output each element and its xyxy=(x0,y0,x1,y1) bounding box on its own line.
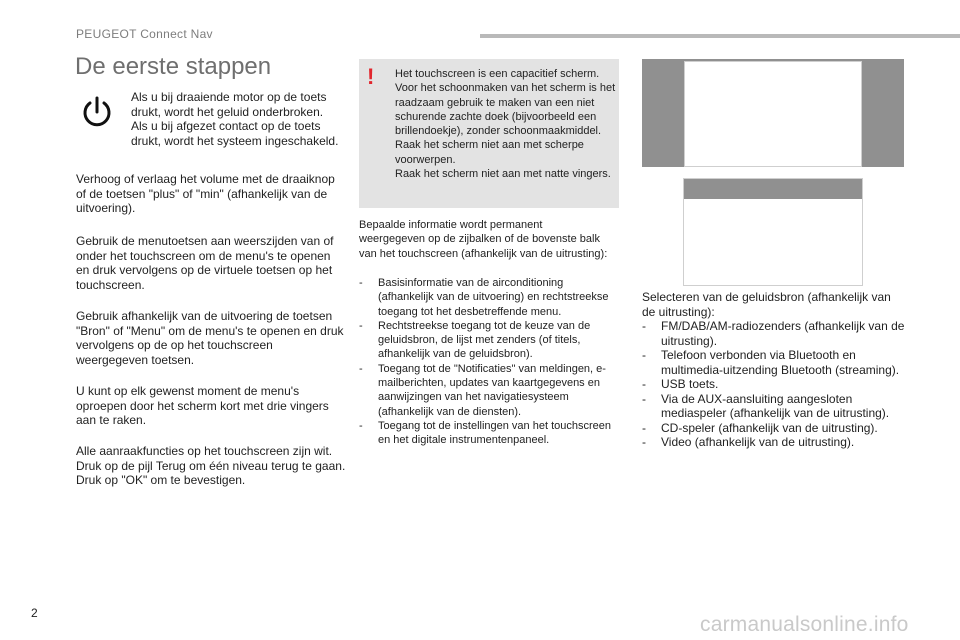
list-item: - Via de AUX-aansluiting aangesloten mediaspeler (afhankelijk van de uitrusting). xyxy=(642,392,907,421)
list-item: - USB toets. xyxy=(642,377,907,392)
paragraph-three-fingers: U kunt op elk gewenst moment de menu's oproepen door het scherm kort met drie vingers aan te raken. xyxy=(76,384,329,427)
list-item: - Toegang tot de instellingen van het touchscreen en het digitale instrumentenpaneel. xyxy=(359,419,621,448)
list-item: - Toegang tot de "Notificaties" van meldingen, e-mailberichten, updates van kaartgegevens en aanwijzingen van het navigatiesysteem (afhankelijk van de diensten). xyxy=(359,362,621,419)
list-item: - Video (afhankelijk van de uitrusting). xyxy=(642,435,907,450)
power-icon xyxy=(80,95,114,129)
sidebar-info-list xyxy=(359,276,621,448)
watermark: carmanualsonline.info xyxy=(700,613,909,636)
header-brand: PEUGEOT Connect Nav xyxy=(76,27,213,41)
list-item: - CD-speler (afhankelijk van de uitrusting). xyxy=(642,421,907,436)
page-number: 2 xyxy=(31,606,38,620)
list-item: - Telefoon verbonden via Bluetooth en multimedia-uitzending Bluetooth (streaming). xyxy=(642,348,907,377)
audio-source-list xyxy=(642,319,907,450)
warning-icon: ! xyxy=(367,64,375,89)
page-title: De eerste stappen xyxy=(75,53,272,80)
header-bar xyxy=(480,34,960,38)
warning-box xyxy=(359,59,619,208)
list-item: - FM/DAB/AM-radiozenders (afhankelijk van de uitrusting). xyxy=(642,319,907,348)
audio-source-intro: Selecteren van de geluidsbron (afhankelijk van de uitrusting): xyxy=(642,290,891,319)
paragraph-touch-functions: Alle aanraakfuncties op het touchscreen zijn wit. Druk op de pijl Terug om één niveau terug te gaan. Druk op "OK" om te bevestigen. xyxy=(76,444,346,487)
list-item: - Rechtstreekse toegang tot de keuze van de geluidsbron, de lijst met zenders (of titels, afhankelijk van de geluidsbron). xyxy=(359,319,621,362)
screen-topbar-illustration xyxy=(683,178,863,286)
power-description: Als u bij draaiende motor op de toets drukt, wordt het geluid onderbroken. Als u bij afgezet contact op de toets drukt, wordt het systeem ingeschakeld. xyxy=(131,90,339,148)
screen-sidebars-illustration xyxy=(642,59,904,167)
screen-content-area xyxy=(684,61,862,167)
list-item: - Basisinformatie van de airconditioning (afhankelijk van de uitvoering) en rechtstreekse toegang tot het desbetreffende menu. xyxy=(359,276,621,319)
sidebar-info-intro: Bepaalde informatie wordt permanent weergegeven op de zijbalken of de bovenste balk van het touchscreen (afhankelijk van de uitrusting): xyxy=(359,219,608,260)
paragraph-menu-keys: Gebruik de menutoetsen aan weerszijden van of onder het touchscreen om de menu's te openen en druk vervolgens op de virtuele toetsen op het touchscreen. xyxy=(76,234,334,292)
paragraph-volume: Verhoog of verlaag het volume met de draaiknop of de toetsen "plus" of "min" (afhankelijk van de uitvoering). xyxy=(76,172,335,215)
paragraph-source-menu: Gebruik afhankelijk van de uitvoering de toetsen "Bron" of "Menu" om de menu's te openen en druk vervolgens op de op het touchscreen weergegeven toetsen. xyxy=(76,309,344,367)
screen-top-bar xyxy=(684,179,862,199)
warning-text: Het touchscreen is een capacitief scherm. Voor het schoonmaken van het scherm is het raadzaam gebruik te maken van een niet schurende zachte doek (bijvoorbeeld een brillendoekje), zonder schoonmaakmiddel. Raak het scherm niet aan met scherpe voorwerpen. Raak het scherm niet aan met natte vingers. xyxy=(395,68,616,181)
